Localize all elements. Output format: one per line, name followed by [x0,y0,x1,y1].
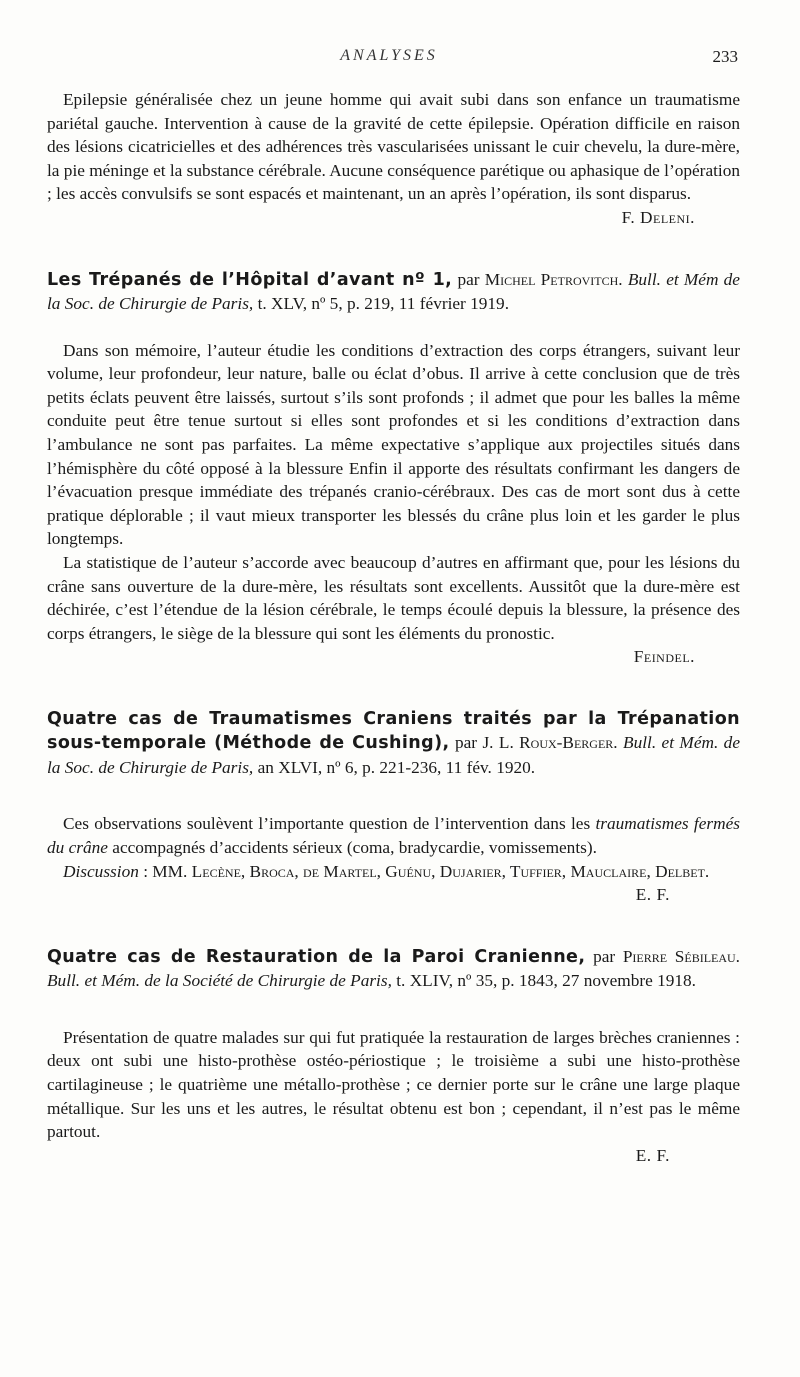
journal: Bull. et Mém. de la Soc. de Chirurgie de Paris, [47,733,740,777]
abstract-paragraph: Présentation de quatre malades sur qui fut pratiquée la restauration de larges brèches craniennes : deux ont subi une histo-prothèse ostéo-périostique ; le troisième a subi une histo-prothèse cartilagineuse ; le quatrième une métallo-prothèse ; ce dernier porte sur le crâne une large plaque métallique. Sur les uns et les autres, le résultat obtenu est bon ; cependant, il n’est pas le même partout. [47,1027,740,1142]
by-word: par [593,946,616,966]
paragraph-emphasis: traumatismes fermés du crâne [47,814,740,857]
citation: an XLVI, nº 6, p. 221-236, 11 fév. 1920. [257,757,536,777]
paragraph-text: accompagnés d’accidents sérieux (coma, bradycardie, vomissements). [112,837,597,857]
abstract-paragraph: Dans son mémoire, l’auteur étudie les conditions d’extraction des corps étrangers, suivant leur volume, leur profondeur, leur nature, balle ou éclat d’obus. Il arrive à cette conclusion que de très petits éclats peuvent être laissés, surtout s’ils sont profonds ; il admet que pour les balles la même conduite peut être tenue surtout si elles sont profondes et si les conditions d’extraction dans l’ambulance ne sont pas parfaites. La même expectative s’applique aux projectiles situés dans l’hémisphère du côté opposé à la blessure Enfin il apporte des résultats confirmant les dangers de l’évacuation presque immédiate des trépanés cranio-cérébraux. Des cas de mort sont dus à cette pratique déplorable ; il vaut mieux transporter les blessés du crâne plus loin et les garder le plus longtemps. [47,340,740,549]
abstract-continued [47,88,740,230]
page-header [40,47,738,73]
citation: t. XLIV, nº 35, p. 1843, 27 novembre 1918. [396,971,697,991]
entry-heading [47,945,740,994]
journal: Bull. et Mém. de la Société de Chirurgie de Paris, [47,971,392,991]
running-title: ANALYSES [340,47,438,64]
abstract-paragraph: La statistique de l’auteur s’accorde avec beaucoup d’autres en affirmant que, pour les lésions du crâne sans ouverture de la dure-mère, les résultats sont excellents. Aussitôt que la dure-mère est déchirée, c’est l’étendue de la lésion cérébrale, le temps écoulé depuis la blessure, la présence des corps étrangers, le siège de la blessure qui sont les éléments du pronostic. [47,552,740,643]
signature: E. F. [635,885,670,905]
discussion-participants: : MM. Lecène, Broca, de Martel, Guénu, Dujarier, Tuffier, Mauclaire, Delbet. [143,861,710,881]
journal: Bull. et Mém de la Soc. de Chirurgie de Paris, [47,269,740,314]
signature: Feindel. [633,647,695,667]
page-content [47,88,740,1167]
article-title: Quatre cas de Traumatismes Craniens traités par la Trépanation sous-temporale (Méthode de Cushing), [47,708,740,754]
discussion-line [47,860,740,884]
abstract-entry-3 [47,945,740,1168]
citation: t. XLV, nº 5, p. 219, 11 février 1919. [257,294,510,314]
abstract-paragraph: Epilepsie généralisée chez un jeune homme qui avait subi dans son enfance un traumatisme pariétal gauche. Intervention à cause de la gravité de cette épilepsie. Opération difficile en raison des lésions cicatricielles et des adhérences très vascularisées unissant le cuir chevelu, la dure-mère, la pie méninge et la substance cérébrale. Aucune conséquence parétique ou aphasique de l’opération ; les accès convulsifs se sont espacés et maintenant, un an après l’opération, ils sont disparus. [47,90,740,204]
entry-heading [47,707,740,781]
article-title: Quatre cas de Restauration de la Paroi Cranienne, [47,946,586,967]
author: J. L. Roux-Berger. [482,733,618,753]
author: Pierre Sébileau. [622,946,741,966]
signature: E. F. [635,1145,670,1165]
by-word: par [457,269,480,289]
abstract-paragraph [47,812,740,859]
abstract-entry-1 [47,268,740,669]
discussion-label: Discussion [63,861,139,881]
author: Michel Petrovitch. [484,269,623,289]
page-number: 233 [712,47,738,66]
by-word: par [454,733,478,753]
entry-heading [47,268,740,317]
signature: F. Deleni. [621,207,695,227]
article-title: Les Trépanés de l’Hôpital d’avant nº 1, [47,269,453,290]
paragraph-text: Ces observations soulèvent l’importante question de l’intervention dans les [63,814,591,834]
abstract-entry-2 [47,707,740,907]
